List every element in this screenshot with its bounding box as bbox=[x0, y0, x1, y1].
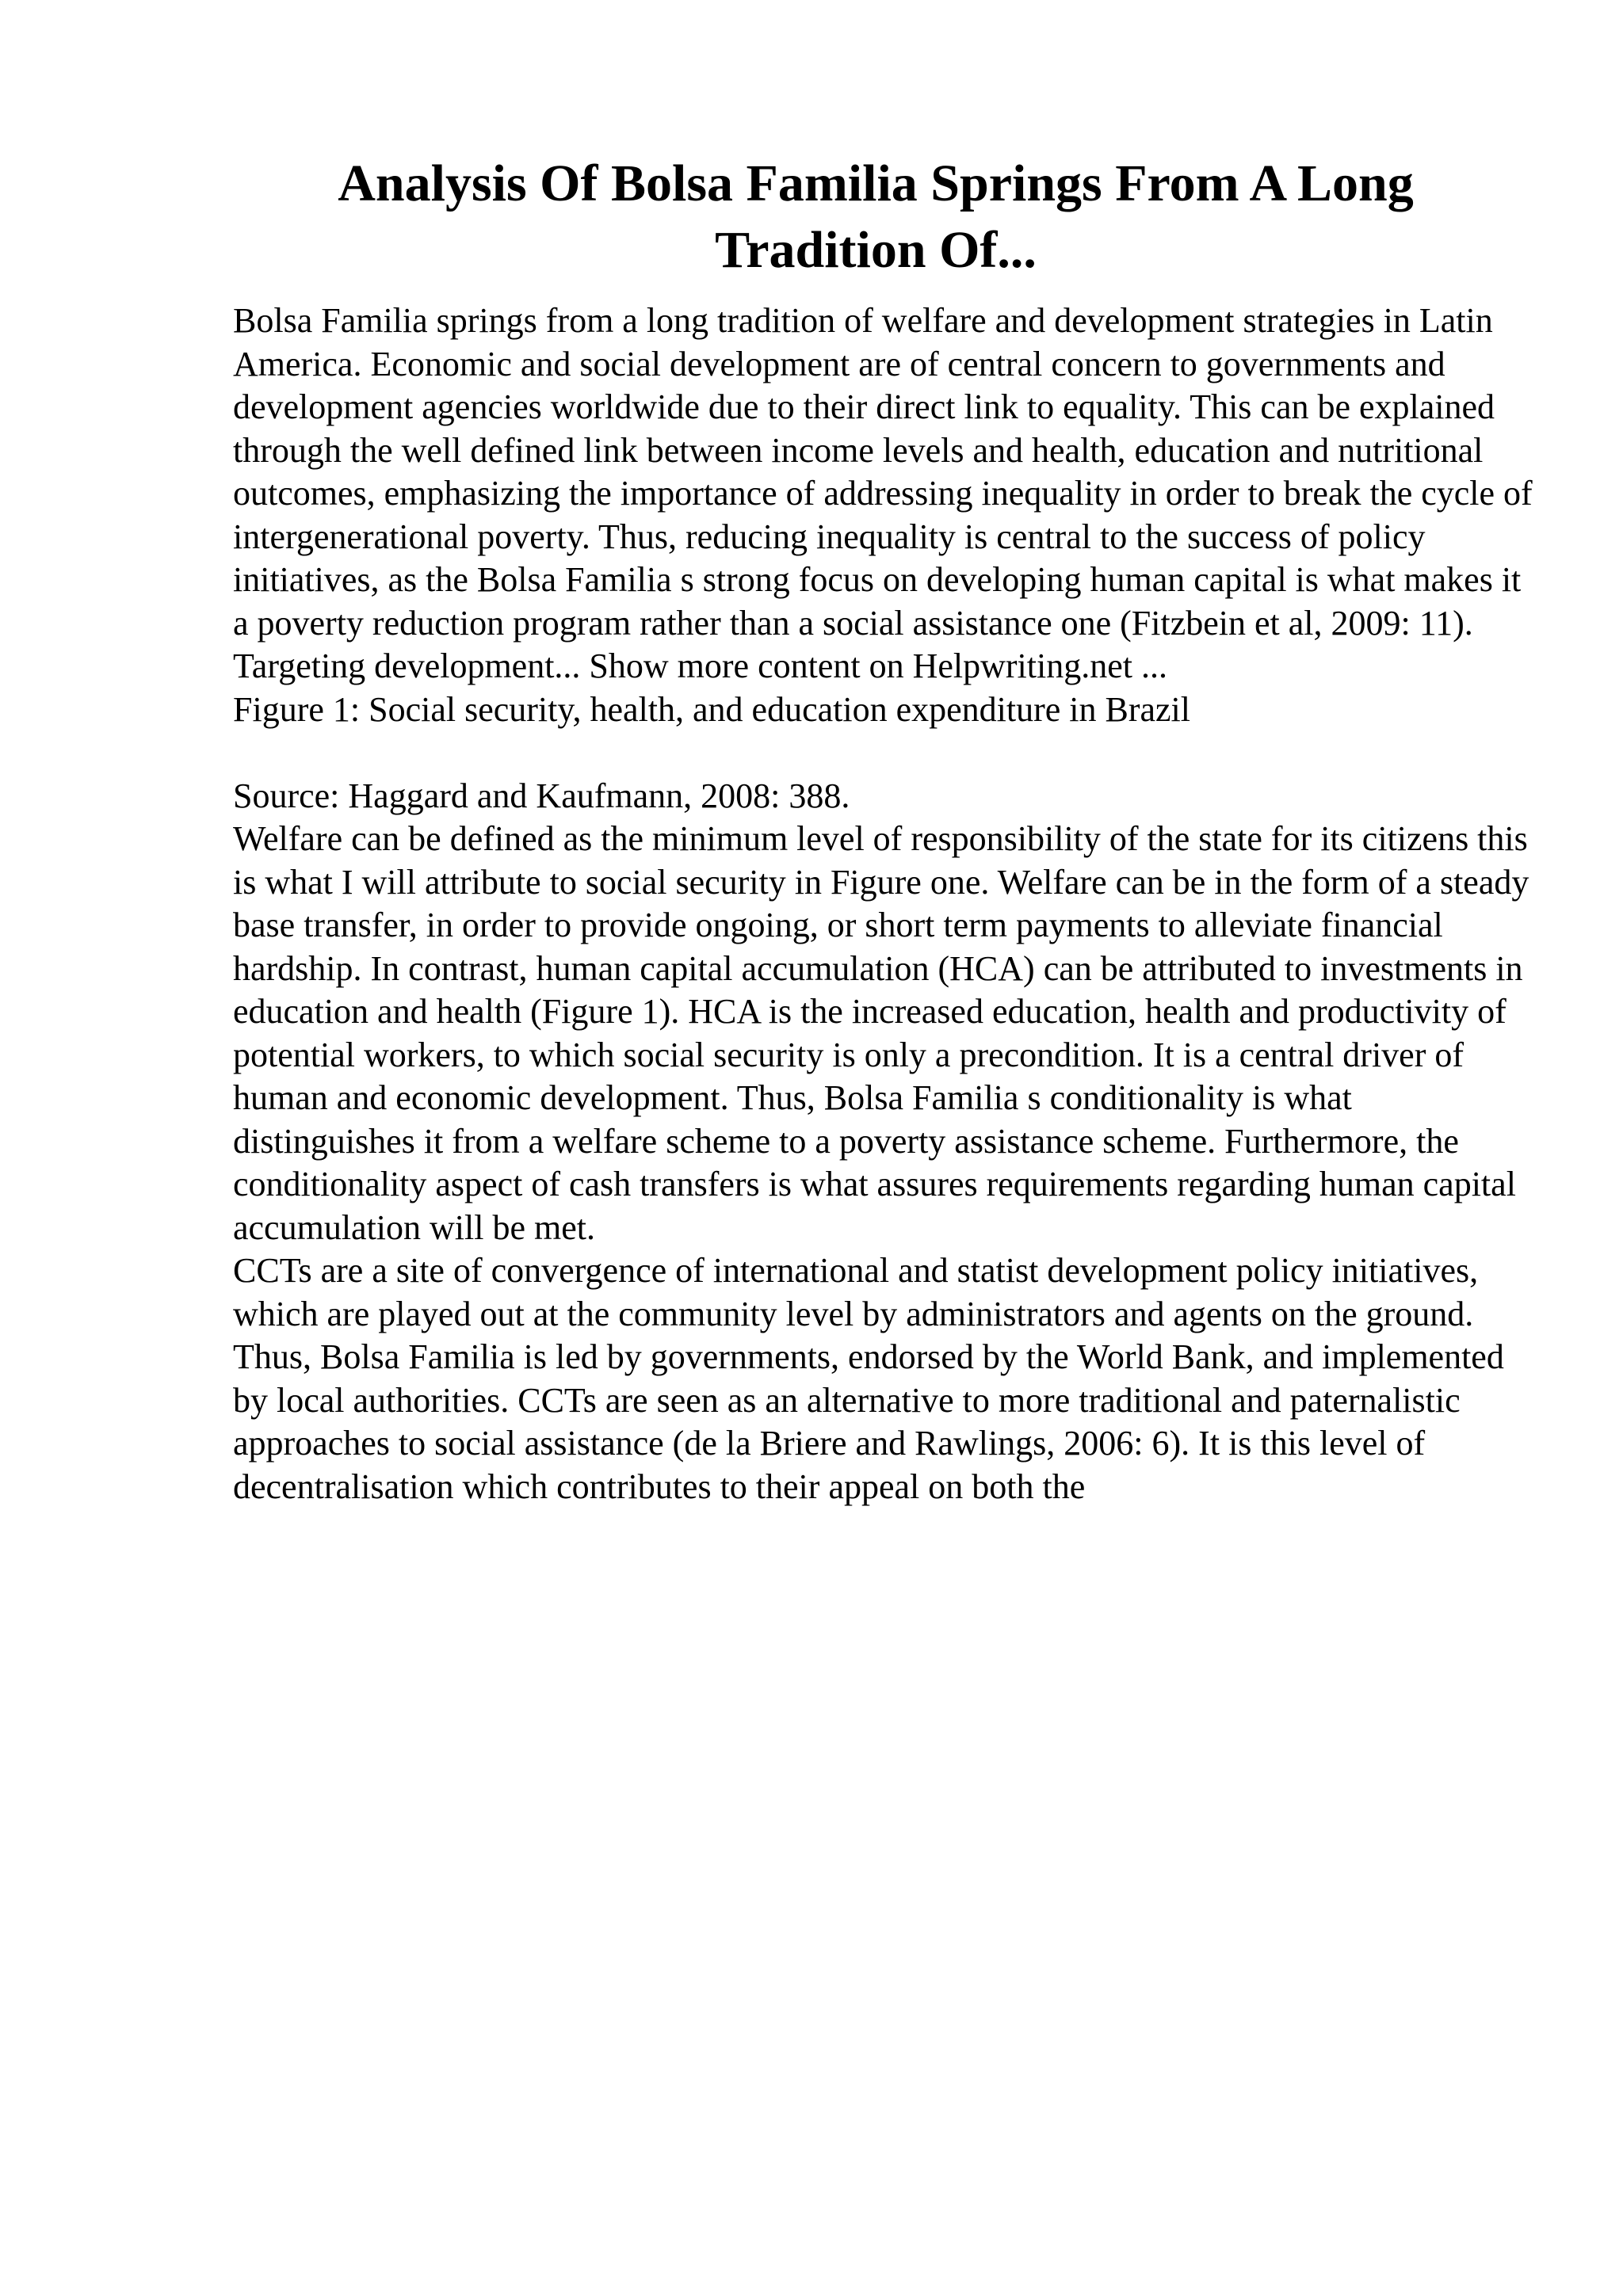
paragraph-intro: Bolsa Familia springs from a long tradition of welfare and development strategies in Latin America. Economic and social development are of central concern to governments and development agencies worldwide due to their direct link to equality. This can be explained through the well defined link between income levels and health, education and nutritional outcomes, emphasizing the importance of addressing inequality in order to break the cycle of intergenerational poverty. Thus, reducing inequality is central to the success of policy initiatives, as the Bolsa Familia s strong focus on developing human capital is what makes it a poverty reduction program rather than a social assistance one (Fitzbein et al, 2009: 11). Targeting development... Show more content on Helpwriting.net ... bbox=[233, 301, 1533, 685]
figure-source: Source: Haggard and Kaufmann, 2008: 388. bbox=[233, 776, 850, 815]
document-body bbox=[233, 299, 1533, 1508]
page-title: Analysis Of Bolsa Familia Springs From A Long Tradition Of... bbox=[338, 154, 1414, 279]
figure-caption: Figure 1: Social security, health, and education expenditure in Brazil bbox=[233, 689, 1191, 729]
paragraph-ccts: CCTs are a site of convergence of international and statist development policy initiatives, which are played out at the community level by administrators and agents on the ground. Thus, Bolsa Familia is led by governments, endorsed by the World Bank, and implemented by local authorities. CCTs are seen as an alternative to more traditional and paternalistic approaches to social assistance (de la Briere and Rawlings, 2006: 6). It is this level of decentralisation which contributes to their appeal on both the bbox=[233, 1251, 1504, 1506]
paragraph-welfare: Welfare can be defined as the minimum level of responsibility of the state for its citizens this is what I will attribute to social security in Figure one. Welfare can be in the form of a steady base transfer, in order to provide ongoing, or short term payments to alleviate financial hardship. In contrast, human capital accumulation (HCA) can be attributed to investments in education and health (Figure 1). HCA is the increased education, health and productivity of potential workers, to which social security is only a precondition. It is a central driver of human and economic development. Thus, Bolsa Familia s conditionality is what distinguishes it from a welfare scheme to a poverty assistance scheme. Furthermore, the conditionality aspect of cash transfers is what assures requirements regarding human capital accumulation will be met. bbox=[233, 819, 1529, 1247]
figure-spacer bbox=[233, 731, 1533, 775]
